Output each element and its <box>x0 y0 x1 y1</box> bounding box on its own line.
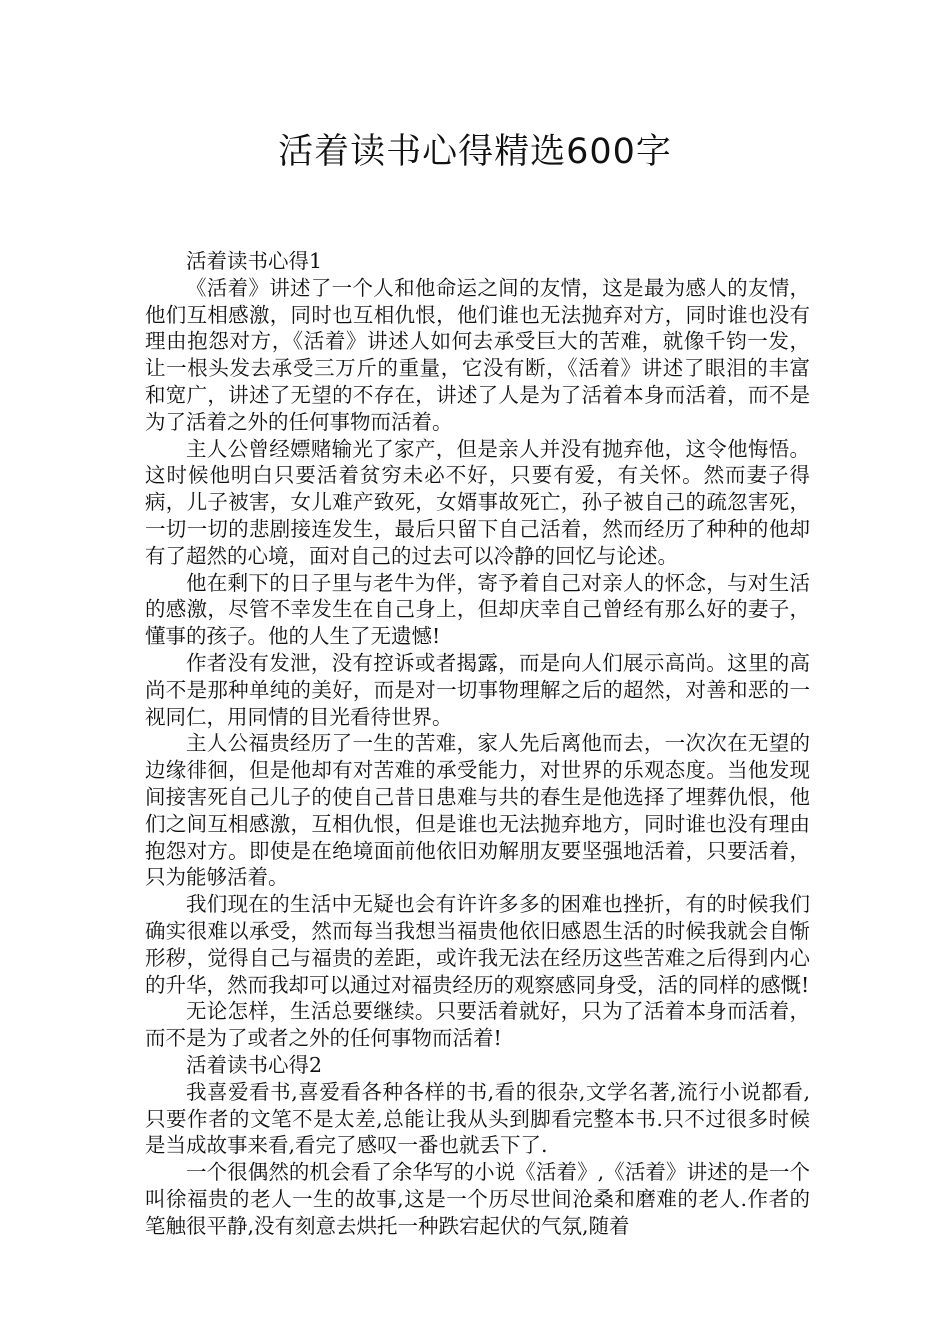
paragraph: 主人公福贵经历了一生的苦难，家人先后离他而去，一次次在无望的边缘徘徊，但是他却有对苦难的承受能力，对世界的乐观态度。当他发现间接害死自己儿子的使自己昔日患难与共的春生是他选择了埋葬仇恨，他们之间互相感激，互相仇恨，但是谁也无法抛弃地方，同时谁也没有理由抱怨对方。即使是在绝境面前他依旧劝解朋友要坚强地活着，只要活着，只为能够活着。 <box>145 731 810 890</box>
paragraph: 他在剩下的日子里与老牛为伴，寄予着自己对亲人的怀念，与对生活的感激，尽管不幸发生在自己身上，但却庆幸自己曾经有那么好的妻子，懂事的孩子。他的人生了无遗憾! <box>145 570 810 649</box>
document-title: 活着读书心得精选600字 <box>278 132 672 172</box>
paragraph: 无论怎样，生活总要继续。只要活着就好，只为了活着本身而活着，而不是为了或者之外的任何事物而活着! <box>145 999 810 1051</box>
document-body <box>145 248 810 1239</box>
paragraph: 作者没有发泄，没有控诉或者揭露，而是向人们展示高尚。这里的高尚不是那种单纯的美好，而是对一切事物理解之后的超然，对善和恶的一视同仁，用同情的目光看待世界。 <box>145 650 810 729</box>
paragraph: 《活着》讲述了一个人和他命运之间的友情，这是最为感人的友情，他们互相感激，同时也互相仇恨，他们谁也无法抛弃对方，同时谁也没有理由抱怨对方，《活着》讲述人如何去承受巨大的苦难，就像千钧一发，让一根头发去承受三万斤的重量，它没有断，《活着》讲述了眼泪的丰富和宽广，讲述了无望的不存在，讲述了人是为了活着本身而活着，而不是为了活着之外的任何事物而活着。 <box>145 275 810 434</box>
paragraph: 一个很偶然的机会看了余华写的小说《活着》,《活着》讲述的是一个叫徐福贵的老人一生的故事,这是一个历尽世间沧桑和磨难的老人.作者的笔触很平静,没有刻意去烘托一种跌宕起伏的气氛,随着 <box>145 1160 810 1238</box>
paragraph: 我喜爱看书,喜爱看各种各样的书,看的很杂,文学名著,流行小说都看,只要作者的文笔不是太差,总能让我从头到脚看完整本书.只不过很多时候是当成故事来看,看完了感叹一番也就丢下了. <box>145 1079 810 1158</box>
paragraph: 我们现在的生活中无疑也会有许许多多的困难也挫折，有的时候我们确实很难以承受，然而每当我想当福贵他依旧感恩生活的时候我就会自惭形秽，觉得自己与福贵的差距，或许我无法在经历这些苦难之后得到内心的升华，然而我却可以通过对福贵经历的观察感同身受，活的同样的感慨! <box>145 892 810 997</box>
section-heading-1: 活着读书心得1 <box>186 249 323 273</box>
paragraph: 主人公曾经嫖赌输光了家产，但是亲人并没有抛弃他，这令他悔悟。这时候他明白只要活着贫穷未必不好，只要有爱，有关怀。然而妻子得病，儿子被害，女儿难产致死，女婿事故死亡，孙子被自己的疏忽害死，一切一切的悲剧接连发生，最后只留下自己活着，然而经历了种种的他却有了超然的心境，面对自己的过去可以冷静的回忆与论述。 <box>145 436 810 568</box>
section-heading-2: 活着读书心得2 <box>186 1052 323 1077</box>
